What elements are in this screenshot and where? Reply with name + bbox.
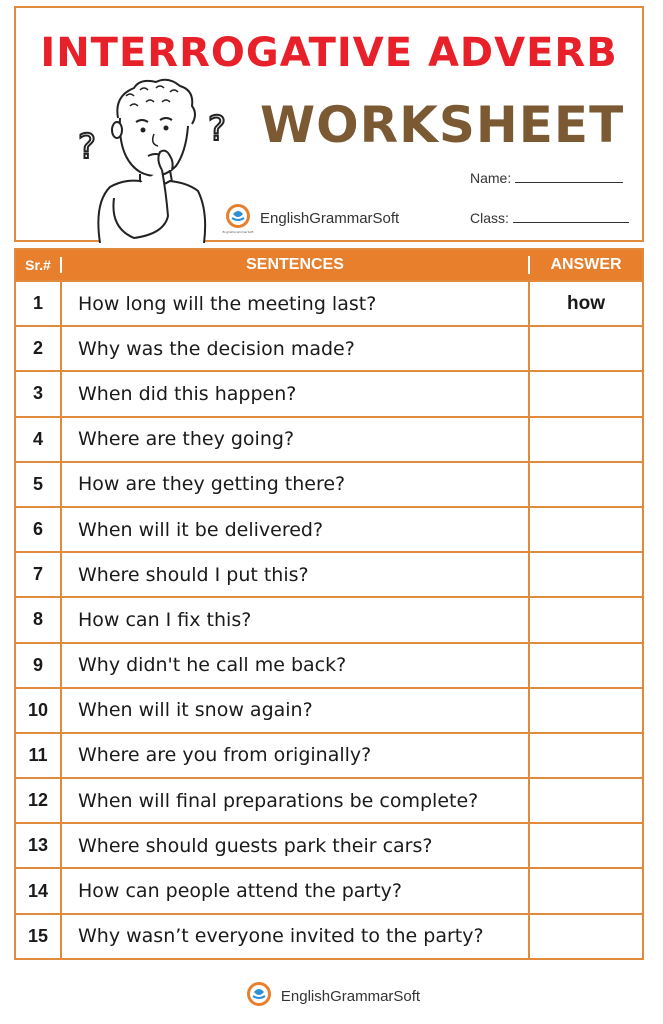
row-answer-cell[interactable] <box>530 327 642 370</box>
row-answer-cell[interactable] <box>530 508 642 551</box>
table-row <box>16 325 642 370</box>
header-brand <box>222 200 399 236</box>
footer-brand-name: EnglishGrammarSoft <box>280 987 421 1005</box>
row-number: 2 <box>16 327 62 370</box>
table-header <box>16 250 642 280</box>
row-answer-cell[interactable] <box>530 418 642 461</box>
svg-text:?: ? <box>78 127 97 167</box>
row-answer-cell[interactable] <box>530 463 642 506</box>
worksheet-subtitle: WORKSHEET <box>260 96 625 154</box>
row-number: 14 <box>16 869 62 912</box>
row-sentence: When will it be delivered? <box>62 508 530 551</box>
row-answer-cell[interactable] <box>530 734 642 777</box>
class-blank-line[interactable] <box>513 211 629 223</box>
row-sentence: How are they getting there? <box>62 463 530 506</box>
row-number: 5 <box>16 463 62 506</box>
row-number: 12 <box>16 779 62 822</box>
table-row <box>16 732 642 777</box>
name-label: Name: <box>470 170 512 186</box>
table-row <box>16 370 642 415</box>
table-row <box>16 280 642 325</box>
row-answer-cell[interactable] <box>530 869 642 912</box>
row-sentence: Where should guests park their cars? <box>62 824 530 867</box>
name-blank-line[interactable] <box>515 171 623 183</box>
column-header-sentences: SENTENCES <box>62 256 530 274</box>
brand-logo-icon <box>222 202 254 234</box>
row-number: 15 <box>16 915 62 958</box>
svg-text:?: ? <box>208 109 227 149</box>
row-sentence: Where are they going? <box>62 418 530 461</box>
table-row <box>16 867 642 912</box>
table-row <box>16 687 642 732</box>
row-number: 7 <box>16 553 62 596</box>
row-sentence: How long will the meeting last? <box>62 282 530 325</box>
table-row <box>16 551 642 596</box>
name-field[interactable] <box>470 170 623 186</box>
row-number: 8 <box>16 598 62 641</box>
row-number: 9 <box>16 644 62 687</box>
row-sentence: How can people attend the party? <box>62 869 530 912</box>
row-sentence: Why wasn’t everyone invited to the party? <box>62 915 530 958</box>
row-sentence: How can I fix this? <box>62 598 530 641</box>
sentences-table <box>14 248 644 960</box>
brand-logo-caption: EnglishGrammarSoft <box>222 230 254 234</box>
row-answer-cell[interactable] <box>530 824 642 867</box>
row-sentence: Where should I put this? <box>62 553 530 596</box>
footer-logo-icon <box>243 980 275 1012</box>
row-sentence: Where are you from originally? <box>62 734 530 777</box>
row-number: 6 <box>16 508 62 551</box>
table-row <box>16 777 642 822</box>
worksheet-header <box>14 6 644 242</box>
table-body <box>16 280 642 958</box>
row-number: 1 <box>16 282 62 325</box>
row-answer-cell[interactable] <box>530 553 642 596</box>
row-answer-cell[interactable] <box>530 779 642 822</box>
row-answer-cell[interactable]: how <box>567 292 605 314</box>
footer-brand <box>0 980 663 1012</box>
row-answer-cell[interactable] <box>530 915 642 958</box>
class-field[interactable] <box>470 210 629 226</box>
column-header-number: Sr.# <box>16 257 62 273</box>
row-sentence: When will it snow again? <box>62 689 530 732</box>
table-row <box>16 506 642 551</box>
row-number: 10 <box>16 689 62 732</box>
row-number: 3 <box>16 372 62 415</box>
class-label: Class: <box>470 210 509 226</box>
row-sentence: When did this happen? <box>62 372 530 415</box>
row-answer-cell[interactable] <box>530 644 642 687</box>
row-sentence: When will final preparations be complete? <box>62 779 530 822</box>
table-row <box>16 913 642 958</box>
table-row <box>16 416 642 461</box>
table-row <box>16 596 642 641</box>
table-row <box>16 642 642 687</box>
row-answer-cell[interactable] <box>530 598 642 641</box>
table-row <box>16 461 642 506</box>
row-answer-cell[interactable] <box>530 689 642 732</box>
column-header-answer: ANSWER <box>550 256 622 273</box>
row-sentence: Why was the decision made? <box>62 327 530 370</box>
row-number: 4 <box>16 418 62 461</box>
brand-name: EnglishGrammarSoft <box>260 209 400 227</box>
worksheet-title: INTERROGATIVE ADVERB <box>40 30 618 76</box>
row-number: 11 <box>16 734 62 777</box>
table-row <box>16 822 642 867</box>
row-sentence: Why didn't he call me back? <box>62 644 530 687</box>
row-number: 13 <box>16 824 62 867</box>
row-answer-cell[interactable] <box>530 372 642 415</box>
